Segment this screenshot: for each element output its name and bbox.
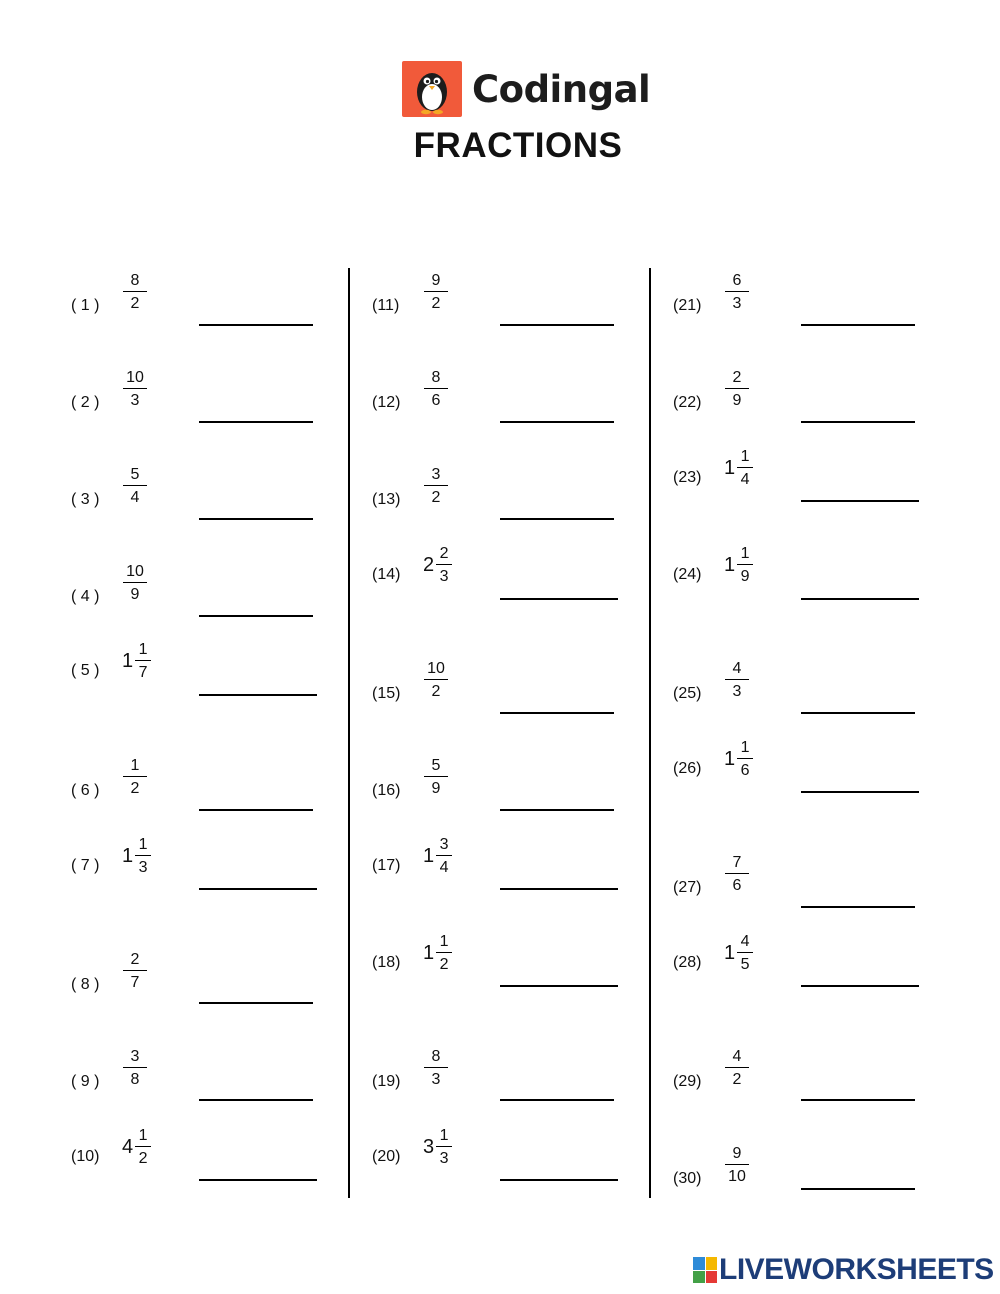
denominator: 2 [439,956,449,973]
fraction [737,448,753,488]
answer-blank[interactable] [801,985,919,987]
denominator: 4 [740,471,750,488]
fraction-bar [436,1146,452,1147]
numerator: 6 [732,272,742,289]
fraction [123,951,147,991]
numerator: 1 [138,836,148,853]
answer-blank[interactable] [801,1099,915,1101]
mixed-number [423,836,452,876]
fraction-bar [737,564,753,565]
fraction [123,757,147,797]
footer-brand: LIVEWORKSHEETS [719,1253,994,1286]
question-number: ( 1 ) [71,297,100,314]
whole-part: 1 [724,747,736,770]
answer-blank[interactable] [199,615,313,617]
numerator: 2 [130,951,140,968]
fraction [725,272,749,312]
whole-part: 1 [724,456,736,479]
question-number: (26) [673,760,702,777]
fraction [436,933,452,973]
fraction-bar [725,388,749,389]
denominator: 6 [732,877,742,894]
numerator: 2 [732,369,742,386]
denominator: 4 [439,859,449,876]
mixed-number [122,836,151,876]
denominator: 9 [431,780,441,797]
question-number: (10) [71,1148,100,1165]
question-number: (13) [372,491,401,508]
fraction [123,369,147,409]
whole-part: 1 [724,941,736,964]
column-divider [348,268,350,1198]
numerator: 9 [732,1145,742,1162]
mixed-number [423,545,452,585]
question-number: (15) [372,685,401,702]
fraction [135,836,151,876]
numerator: 1 [740,739,750,756]
question-number: ( 5 ) [71,662,100,679]
fraction [737,933,753,973]
numerator: 7 [732,854,742,871]
fraction [725,660,749,700]
denominator: 7 [138,664,148,681]
question-number: (17) [372,857,401,874]
fraction [725,1145,749,1185]
fraction-bar [424,776,448,777]
fraction [123,466,147,506]
numerator: 3 [439,836,449,853]
mixed-number [724,545,753,585]
mixed-number [724,739,753,779]
fraction [424,660,448,700]
question-number: (23) [673,469,702,486]
denominator: 2 [431,295,441,312]
answer-blank[interactable] [199,888,317,890]
fraction [725,1048,749,1088]
numerator: 4 [732,1048,742,1065]
denominator: 9 [732,392,742,409]
answer-blank[interactable] [199,809,313,811]
fraction-bar [424,1067,448,1068]
fraction-bar [436,855,452,856]
mixed-number [122,641,151,681]
whole-part: 4 [122,1135,134,1158]
numerator: 1 [138,1127,148,1144]
denominator: 3 [130,392,140,409]
whole-part: 1 [122,844,134,867]
answer-blank[interactable] [500,1179,618,1181]
question-number: (25) [673,685,702,702]
fraction [135,1127,151,1167]
numerator: 3 [431,466,441,483]
denominator: 9 [740,568,750,585]
answer-blank[interactable] [500,888,618,890]
question-number: ( 8 ) [71,976,100,993]
fraction [424,369,448,409]
fraction-bar [725,1164,749,1165]
question-number: (21) [673,297,702,314]
denominator: 2 [431,683,441,700]
codingal-logo [402,61,650,117]
question-number: ( 9 ) [71,1073,100,1090]
fraction-bar [123,1067,147,1068]
fraction [436,836,452,876]
numerator: 1 [130,757,140,774]
question-number: (20) [372,1148,401,1165]
numerator: 10 [126,369,144,386]
answer-blank[interactable] [199,421,313,423]
fraction-bar [123,582,147,583]
answer-blank[interactable] [500,809,614,811]
fraction-bar [123,485,147,486]
numerator: 1 [439,933,449,950]
fraction-bar [135,1146,151,1147]
numerator: 9 [431,272,441,289]
answer-blank[interactable] [801,421,915,423]
whole-part: 1 [724,553,736,576]
numerator: 4 [740,933,750,950]
answer-blank[interactable] [801,324,915,326]
numerator: 1 [740,545,750,562]
fraction-bar [436,952,452,953]
question-number: (16) [372,782,401,799]
numerator: 1 [740,448,750,465]
answer-blank[interactable] [500,1099,614,1101]
question-number: (11) [372,297,400,314]
question-number: ( 7 ) [71,857,100,874]
whole-part: 2 [423,553,435,576]
denominator: 3 [431,1071,441,1088]
fraction-bar [424,388,448,389]
mixed-number [122,1127,151,1167]
answer-blank[interactable] [199,518,313,520]
denominator: 2 [732,1071,742,1088]
question-number: (28) [673,954,702,971]
fraction [725,369,749,409]
fraction-bar [737,952,753,953]
denominator: 3 [439,568,449,585]
numerator: 1 [138,641,148,658]
denominator: 4 [130,489,140,506]
fraction-bar [436,564,452,565]
answer-blank[interactable] [199,324,313,326]
fraction-bar [737,467,753,468]
answer-blank[interactable] [801,598,919,600]
answer-blank[interactable] [801,1188,915,1190]
fraction-bar [424,485,448,486]
mixed-number [724,933,753,973]
numerator: 10 [126,563,144,580]
numerator: 5 [130,466,140,483]
numerator: 8 [130,272,140,289]
numerator: 2 [439,545,449,562]
question-number: (30) [673,1170,702,1187]
mixed-number [724,448,753,488]
mixed-number [423,1127,452,1167]
question-number: (18) [372,954,401,971]
fraction [424,272,448,312]
question-number: (22) [673,394,702,411]
denominator: 2 [431,489,441,506]
answer-blank[interactable] [199,694,317,696]
fraction-bar [135,855,151,856]
liveworksheets-icon [693,1257,717,1283]
penguin-icon [402,61,462,117]
answer-blank[interactable] [500,324,614,326]
fraction-bar [424,291,448,292]
liveworksheets-logo [693,1253,994,1287]
fraction [135,641,151,681]
numerator: 8 [431,369,441,386]
numerator: 5 [431,757,441,774]
question-number: ( 6 ) [71,782,100,799]
denominator: 3 [732,295,742,312]
fraction [123,1048,147,1088]
page-title: FRACTIONS [413,126,623,165]
fraction [123,272,147,312]
answer-blank[interactable] [199,1099,313,1101]
fraction-bar [725,873,749,874]
denominator: 8 [130,1071,140,1088]
whole-part: 1 [423,941,435,964]
fraction [725,854,749,894]
answer-blank[interactable] [801,791,919,793]
question-number: (27) [673,879,702,896]
denominator: 2 [138,1150,148,1167]
fraction-bar [123,970,147,971]
question-number: (19) [372,1073,401,1090]
fraction-bar [725,291,749,292]
answer-blank[interactable] [500,421,614,423]
denominator: 10 [728,1168,746,1185]
column-divider [649,268,651,1198]
mixed-number [423,933,452,973]
whole-part: 1 [122,649,134,672]
denominator: 3 [138,859,148,876]
denominator: 5 [740,956,750,973]
question-number: (29) [673,1073,702,1090]
fraction [424,1048,448,1088]
fraction [424,757,448,797]
fraction-bar [123,291,147,292]
fraction-bar [123,776,147,777]
answer-blank[interactable] [500,712,614,714]
brand-name: Codingal [472,67,651,111]
answer-blank[interactable] [199,1002,313,1004]
question-number: (24) [673,566,702,583]
denominator: 2 [130,780,140,797]
denominator: 2 [130,295,140,312]
fraction [737,739,753,779]
question-number: ( 3 ) [71,491,100,508]
denominator: 6 [431,392,441,409]
fraction [436,545,452,585]
fraction-bar [424,679,448,680]
question-number: ( 4 ) [71,588,100,605]
numerator: 10 [427,660,445,677]
whole-part: 1 [423,844,435,867]
numerator: 1 [439,1127,449,1144]
fraction-bar [725,1067,749,1068]
denominator: 7 [130,974,140,991]
denominator: 3 [732,683,742,700]
answer-blank[interactable] [801,906,915,908]
fraction [424,466,448,506]
numerator: 3 [130,1048,140,1065]
fraction-bar [123,388,147,389]
answer-blank[interactable] [500,518,614,520]
answer-blank[interactable] [500,985,618,987]
fraction-bar [737,758,753,759]
whole-part: 3 [423,1135,435,1158]
denominator: 6 [740,762,750,779]
fraction [737,545,753,585]
answer-blank[interactable] [199,1179,317,1181]
question-number: (14) [372,566,401,583]
fraction-bar [135,660,151,661]
answer-blank[interactable] [801,500,919,502]
answer-blank[interactable] [801,712,915,714]
fraction [436,1127,452,1167]
numerator: 4 [732,660,742,677]
question-number: (12) [372,394,401,411]
denominator: 3 [439,1150,449,1167]
question-number: ( 2 ) [71,394,100,411]
fraction [123,563,147,603]
answer-blank[interactable] [500,598,618,600]
fraction-bar [725,679,749,680]
denominator: 9 [130,586,140,603]
numerator: 8 [431,1048,441,1065]
